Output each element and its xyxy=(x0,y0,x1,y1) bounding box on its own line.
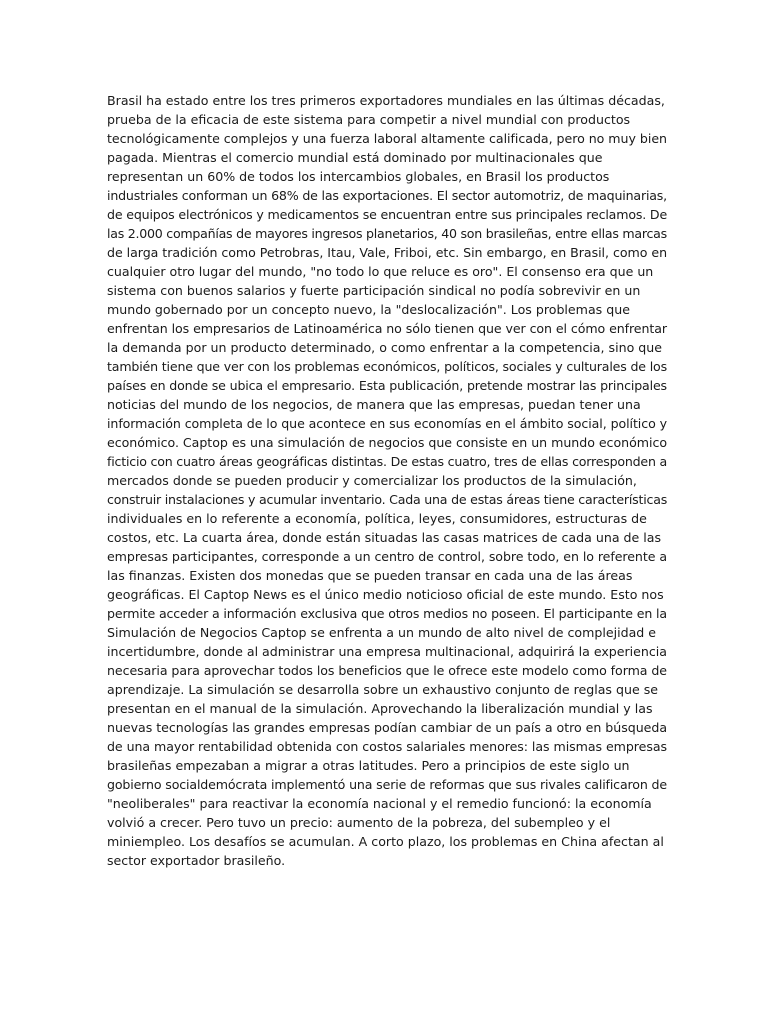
text-line: tecnológicamente complejos y una fuerza laboral altamente calificada, pero no muy bien xyxy=(107,131,667,146)
text-line: miniempleo. Los desafíos se acumulan. A corto plazo, los problemas en China afectan al xyxy=(107,834,664,849)
text-line: Simulación de Negocios Captop se enfrenta a un mundo de alto nivel de complejidad e xyxy=(107,625,657,640)
text-line: ficticio con cuatro áreas geográficas distintas. De estas cuatro, tres de ellas corresponden a xyxy=(107,454,668,469)
text-line: aprendizaje. La simulación se desarrolla sobre un exhaustivo conjunto de reglas que se xyxy=(107,682,659,697)
body-paragraph xyxy=(107,91,667,870)
text-line: mercados donde se pueden producir y comercializar los productos de la simulación, xyxy=(107,473,637,488)
text-line: individuales en lo referente a economía, política, leyes, consumidores, estructuras de xyxy=(107,511,647,526)
text-line: noticias del mundo de los negocios, de manera que las empresas, puedan tener una xyxy=(107,397,641,412)
text-line: económico. Captop es una simulación de negocios que consiste en un mundo económico xyxy=(107,435,668,450)
text-line: prueba de la eficacia de este sistema para competir a nivel mundial con productos xyxy=(107,112,631,127)
text-line: costos, etc. La cuarta área, donde están situadas las casas matrices de cada una de las xyxy=(107,530,662,545)
text-line: permite acceder a información exclusiva que otros medios no poseen. El participante en la xyxy=(107,606,667,621)
text-line: sistema con buenos salarios y fuerte participación sindical no podía sobrevivir en un xyxy=(107,283,641,298)
text-line: construir instalaciones y acumular inventario. Cada una de estas áreas tiene características xyxy=(107,492,668,507)
text-line: las 2.000 compañías de mayores ingresos planetarios, 40 son brasileñas, entre ellas marcas xyxy=(107,226,667,241)
text-line: de larga tradición como Petrobras, Itau, Vale, Friboi, etc. Sin embargo, en Brasil, como en xyxy=(107,245,668,260)
text-line: empresas participantes, corresponde a un centro de control, sobre todo, en lo referente a xyxy=(107,549,667,564)
text-line: sector exportador brasileño. xyxy=(107,853,286,868)
text-line: de equipos electrónicos y medicamentos se encuentran entre sus principales reclamos. De xyxy=(107,207,668,222)
text-line: "neoliberales" para reactivar la economía nacional y el remedio funcionó: la economía xyxy=(107,796,652,811)
text-line: mundo gobernado por un concepto nuevo, la "deslocalización". Los problemas que xyxy=(107,302,630,317)
text-line: la demanda por un producto determinado, o como enfrentar a la competencia, sino que xyxy=(107,340,663,355)
text-line: presentan en el manual de la simulación. Aprovechando la liberalización mundial y las xyxy=(107,701,653,716)
text-line: las finanzas. Existen dos monedas que se pueden transar en cada una de las áreas xyxy=(107,568,633,583)
text-line: volvió a crecer. Pero tuvo un precio: aumento de la pobreza, del subempleo y el xyxy=(107,815,611,830)
text-line: representan un 60% de todos los intercambios globales, en Brasil los productos xyxy=(107,169,610,184)
text-line: industriales conforman un 68% de las exportaciones. El sector automotriz, de maquinarias, xyxy=(107,188,667,203)
text-line: también tiene que ver con los problemas económicos, políticos, sociales y culturales de los xyxy=(107,359,667,374)
text-line: enfrentan los empresarios de Latinoamérica no sólo tienen que ver con el cómo enfrentar xyxy=(107,321,667,336)
text-line: pagada. Mientras el comercio mundial está dominado por multinacionales que xyxy=(107,150,603,165)
text-line: gobierno socialdemócrata implementó una serie de reformas que sus rivales calificaron de xyxy=(107,777,667,792)
text-line: de una mayor rentabilidad obtenida con costos salariales menores: las mismas empresas xyxy=(107,739,668,754)
text-line: cualquier otro lugar del mundo, "no todo lo que reluce es oro". El consenso era que un xyxy=(107,264,654,279)
text-line: información completa de lo que acontece en sus economías en el ámbito social, político y xyxy=(107,416,667,431)
text-line: necesaria para aprovechar todos los beneficios que le ofrece este modelo como forma de xyxy=(107,663,667,678)
text-line: brasileñas empezaban a migrar a otras latitudes. Pero a principios de este siglo un xyxy=(107,758,630,773)
text-line: incertidumbre, donde al administrar una empresa multinacional, adquirirá la experiencia xyxy=(107,644,667,659)
text-line: geográficas. El Captop News es el único medio noticioso oficial de este mundo. Esto nos xyxy=(107,587,664,602)
text-line: países en donde se ubica el empresario. Esta publicación, pretende mostrar las principales xyxy=(107,378,667,393)
text-line: Brasil ha estado entre los tres primeros exportadores mundiales en las últimas décadas, xyxy=(107,93,665,108)
text-line: nuevas tecnologías las grandes empresas podían cambiar de un país a otro en búsqueda xyxy=(107,720,668,735)
